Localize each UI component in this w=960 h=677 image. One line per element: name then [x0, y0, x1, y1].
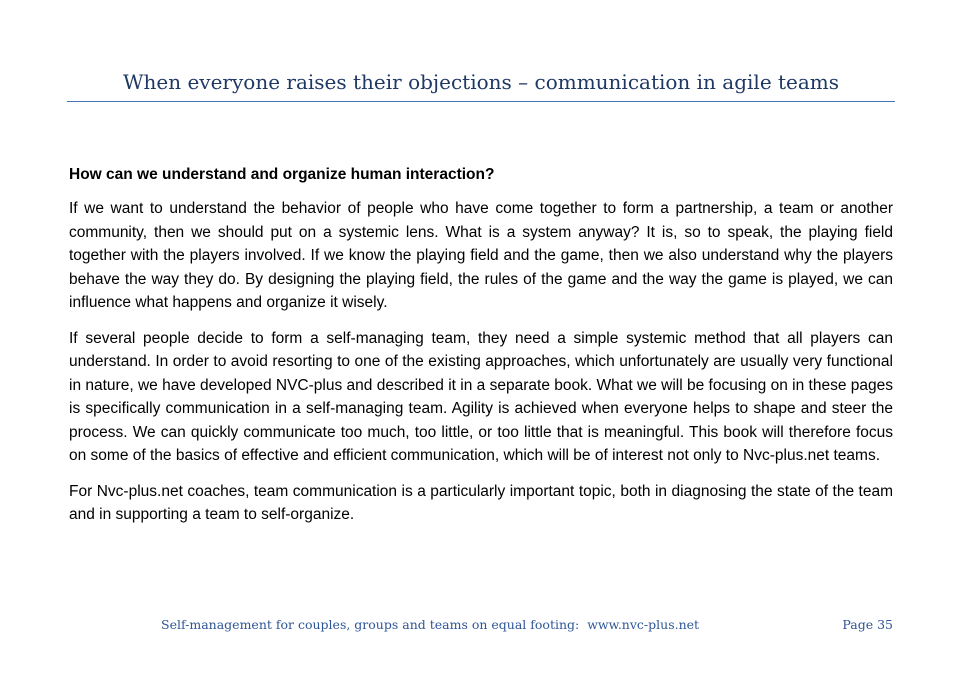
paragraph-2: If several people decide to form a self-managing team, they need a simple systemic method that all players can understand. In order to avoid resorting to one of the existing approaches, which unfortunately are usually very functional in nature, we have developed NVC-plus and described it in a separate book. What we will be focusing on in these pages is specifically communication in a self-managing team. Agility is achieved when everyone helps to shape and steer the process. We can quickly communicate too much, too little, or too little that is meaningful. This book will therefore focus on some of the basics of effective and efficient communication, which will be of interest not only to Nvc-plus.net teams. [69, 329, 893, 464]
main-content [69, 163, 893, 539]
page-footer [161, 616, 699, 634]
footer-website-link[interactable]: www.nvc-plus.net [587, 617, 700, 632]
header-divider [67, 101, 895, 102]
page-header-title: When everyone raises their objections – communication in agile teams [122, 70, 840, 94]
footer-caption: Self-management for couples, groups and teams on equal footing: [161, 617, 580, 632]
section-heading: How can we understand and organize human interaction? [69, 166, 495, 183]
paragraph-3: For Nvc-plus.net coaches, team communication is a particularly important topic, both in diagnosing the state of the team and in supporting a team to self-organize. [69, 482, 893, 523]
page-number: Page 35 [842, 617, 893, 632]
paragraph-1: If we want to understand the behavior of people who have come together to form a partnership, a team or another community, then we should put on a systemic lens. What is a system anyway? It is, so to speak, the playing field together with the players involved. If we know the playing field and the game, then we also understand why the players behave the way they do. By designing the playing field, the rules of the game and the way the game is played, we can influence what happens and organize it wisely. [69, 200, 893, 311]
